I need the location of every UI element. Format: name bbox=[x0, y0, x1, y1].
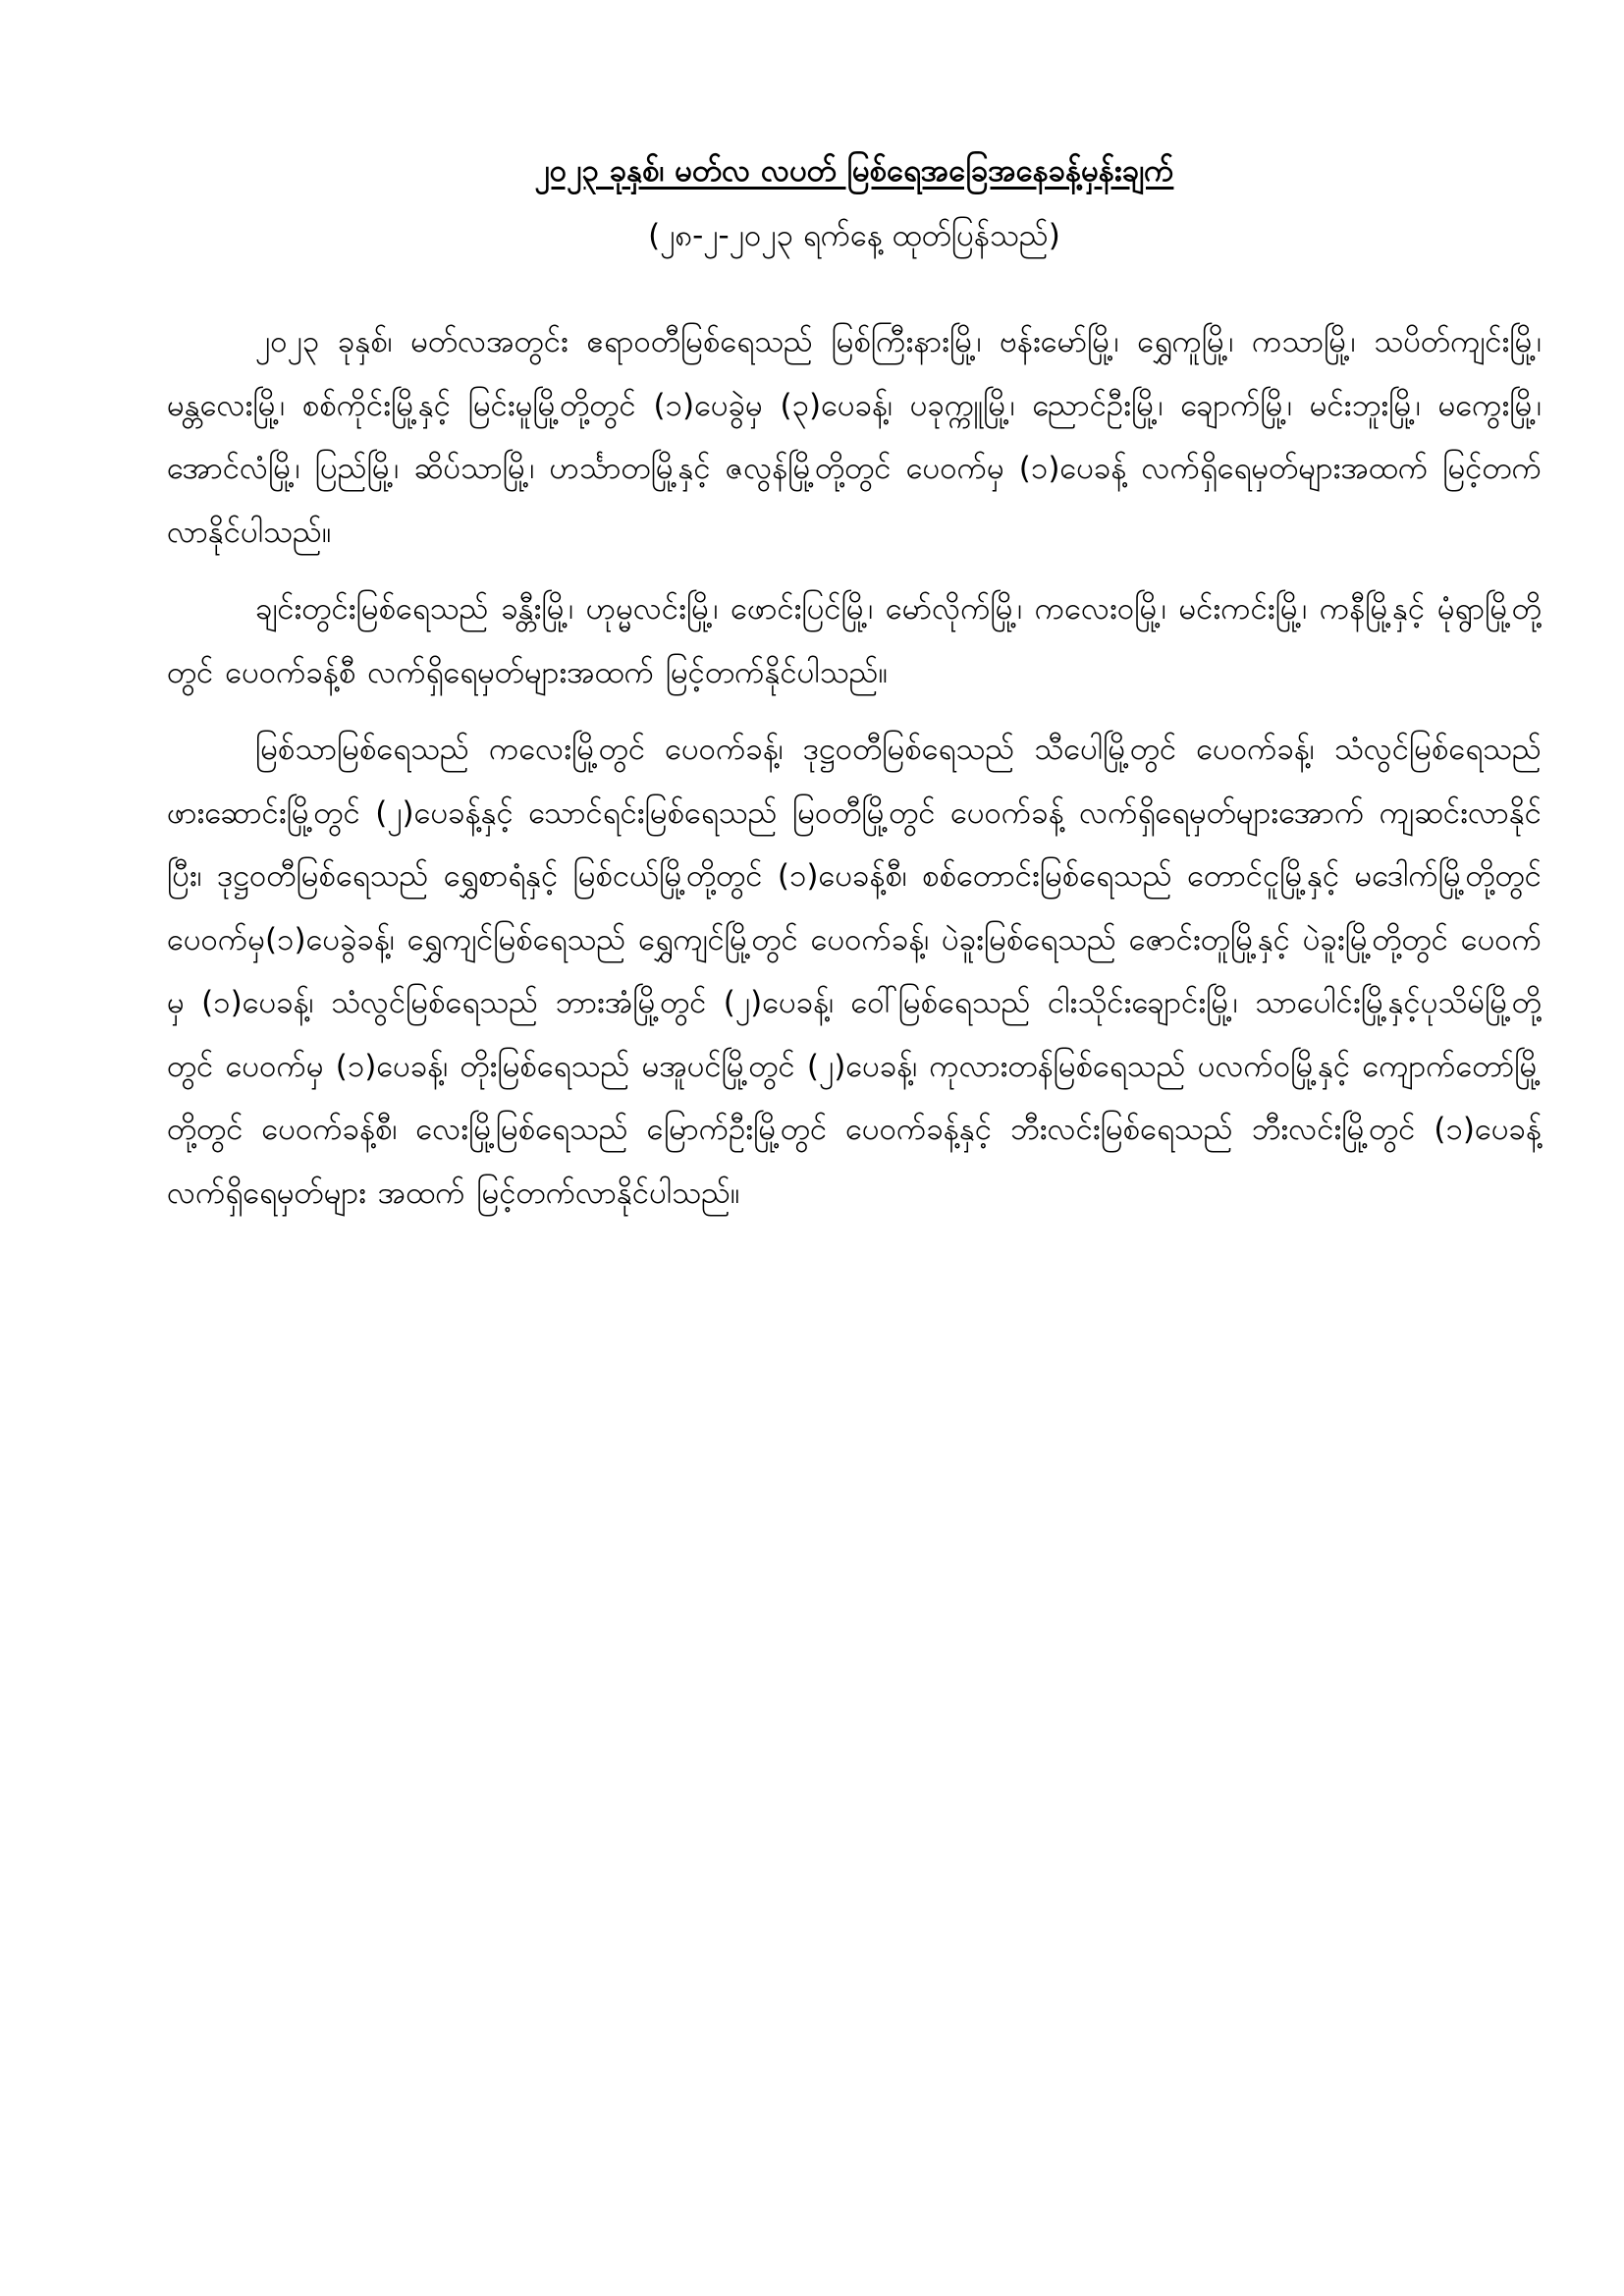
release-date: (၂၈-၂-၂၀၂၃ ရက်နေ့ ထုတ်ပြန်သည်) bbox=[648, 218, 1060, 253]
paragraph-ayeyarwady-forecast: ၂၀၂၃ ခုနှစ်၊ မတ်လအတွင်း ဧရာဝတီမြစ်ရေသည် မြစ်ကြီးနားမြို့၊ ဗန်းမော်မြို့၊ ရွှေကူမြို့၊ ကသာမြို့၊ သပိတ်ကျင်းမြို့၊ မန္တလေးမြို့၊ စစ်ကိုင်းမြို့နှင့် မြင်းမူမြို့တို့တွင် (၁)ပေခွဲမှ (၃)ပေခန့်၊ ပခုက္ကူမြို့၊ ညောင်ဦးမြို့၊ ချောက်မြို့၊ မင်းဘူးမြို့၊ မကွေးမြို့၊ အောင်လံမြို့၊ ပြည်မြို့၊ ဆိပ်သာမြို့၊ ဟင်္သာတမြို့နှင့် ဇလွန်မြို့တို့တွင် ပေဝက်မှ (၁)ပေခန့် လက်ရှိရေမှတ်များအထက် မြင့်တက်လာနိုင်ပါသည်။ bbox=[167, 324, 1542, 550]
paragraph-other-rivers-forecast: မြစ်သာမြစ်ရေသည် ကလေးမြို့တွင် ပေဝက်ခန့်၊ ဒုဋ္ဌဝတီမြစ်ရေသည် သီပေါမြို့တွင် ပေဝက်ခန့်၊ သံလွင်မြစ်ရေသည် ဖားဆောင်းမြို့တွင် (၂)ပေခန့်နှင့် သောင်ရင်းမြစ်ရေသည် မြဝတီမြို့တွင် ပေဝက်ခန့် လက်ရှိရေမှတ်များအောက် ကျဆင်းလာနိုင်ပြီး၊ ဒုဋ္ဌဝတီမြစ်ရေသည် ရွှေစာရံနှင့် မြစ်ငယ်မြို့တို့တွင် (၁)ပေခန့်စီ၊ စစ်တောင်းမြစ်ရေသည် တောင်ငူမြို့နှင့် မဒေါက်မြို့တို့တွင် ပေဝက်မှ(၁)ပေခွဲခန့်၊ ရွှေကျင်မြစ်ရေသည် ရွှေကျင်မြို့တွင် ပေဝက်ခန့်၊ ပဲခူးမြစ်ရေသည် ဇောင်းတူမြို့နှင့် ပဲခူးမြို့တို့တွင် ပေဝက်မှ (၁)ပေခန့်၊ သံလွင်မြစ်ရေသည် ဘားအံမြို့တွင် (၂)ပေခန့်၊ ဝေါ်မြစ်ရေသည် ငါးသိုင်းချောင်းမြို့၊ သာပေါင်းမြို့နှင့်ပုသိမ်မြို့တို့တွင် ပေဝက်မှ (၁)ပေခန့်၊ တိုးမြစ်ရေသည် မအူပင်မြို့တွင် (၂)ပေခန့်၊ ကုလားတန်မြစ်ရေသည် ပလက်ဝမြို့နှင့် ကျောက်တော်မြို့တို့တွင် ပေဝက်ခန့်စီ၊ လေးမြို့မြစ်ရေသည် မြောက်ဦးမြို့တွင် ပေဝက်ခန့်နှင့် ဘီးလင်းမြစ်ရေသည် ဘီးလင်းမြို့တွင် (၁)ပေခန့် လက်ရှိရေမှတ်များ အထက် မြင့်တက်လာနိုင်ပါသည်။ bbox=[167, 732, 1542, 1211]
paragraph-chindwin-forecast: ချင်းတွင်းမြစ်ရေသည် ခန္တီးမြို့၊ ဟုမ္မလင်းမြို့၊ ဖောင်းပြင်မြို့၊ မော်လိုက်မြို့၊ ကလေးဝမြို့၊ မင်းကင်းမြို့၊ ကနီမြို့နှင့် မုံရွာမြို့တို့တွင် ပေဝက်ခန့်စီ လက်ရှိရေမှတ်များအထက် မြင့်တက်နိုင်ပါသည်။ bbox=[167, 591, 1542, 690]
document-title: ၂၀၂၃ ခုနှစ်၊ မတ်လ လပတ် မြစ်ရေအခြေအနေခန့်မှန်းချက် bbox=[534, 153, 1174, 189]
document-content bbox=[167, 147, 1542, 1238]
